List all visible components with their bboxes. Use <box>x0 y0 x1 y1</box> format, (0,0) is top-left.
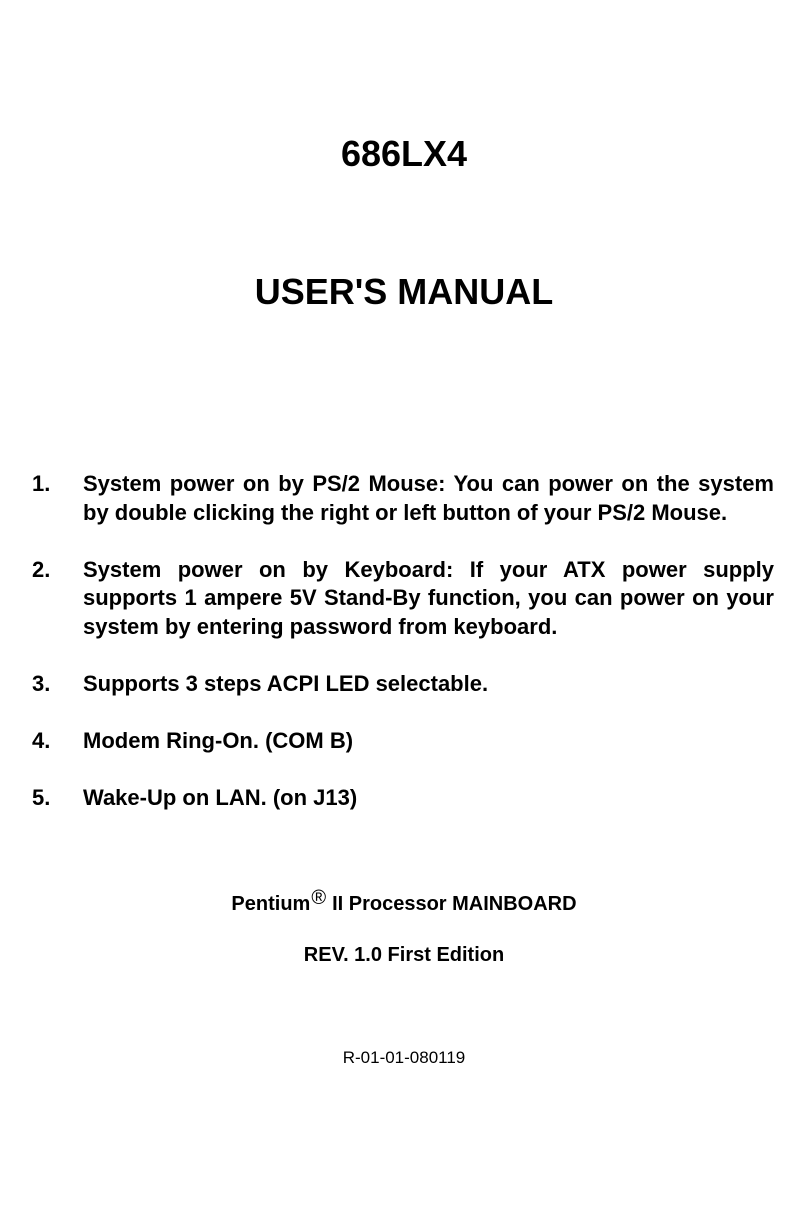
feature-item-2 <box>0 556 808 642</box>
feature-text: Wake-Up on LAN. (on J13) <box>83 784 358 810</box>
model-title: 686LX4 <box>340 133 468 174</box>
feature-number: 1. <box>32 471 51 496</box>
processor-brand: Pentium <box>231 893 311 915</box>
feature-item-5 <box>0 784 808 813</box>
feature-text: System power on by Keyboard: If your ATX power supply supports 1 ampere 5V Stand-By function, you can power on your system by entering password from keyboard. <box>83 556 774 639</box>
feature-item-3 <box>0 670 808 699</box>
feature-text: Modem Ring-On. (COM B) <box>83 727 354 753</box>
feature-number: 4. <box>32 727 51 753</box>
revision-line: REV. 1.0 First Edition <box>303 944 505 966</box>
feature-number: 2. <box>32 556 51 582</box>
registered-mark: ® <box>311 887 327 909</box>
feature-item-1 <box>0 470 808 527</box>
feature-item-4 <box>0 727 808 756</box>
feature-list <box>0 470 808 841</box>
manual-title: USER'S MANUAL <box>254 271 554 312</box>
processor-line <box>0 885 808 917</box>
document-number: R-01-01-080119 <box>342 1048 466 1067</box>
feature-number: 3. <box>32 670 51 696</box>
feature-text: System power on by PS/2 Mouse: You can power on the system by double clicking the right or left button of your PS/2 Mouse. <box>83 471 774 525</box>
feature-number: 5. <box>32 784 51 810</box>
feature-text: Supports 3 steps ACPI LED selectable. <box>83 670 489 696</box>
processor-rest: II Processor MAINBOARD <box>332 893 577 915</box>
